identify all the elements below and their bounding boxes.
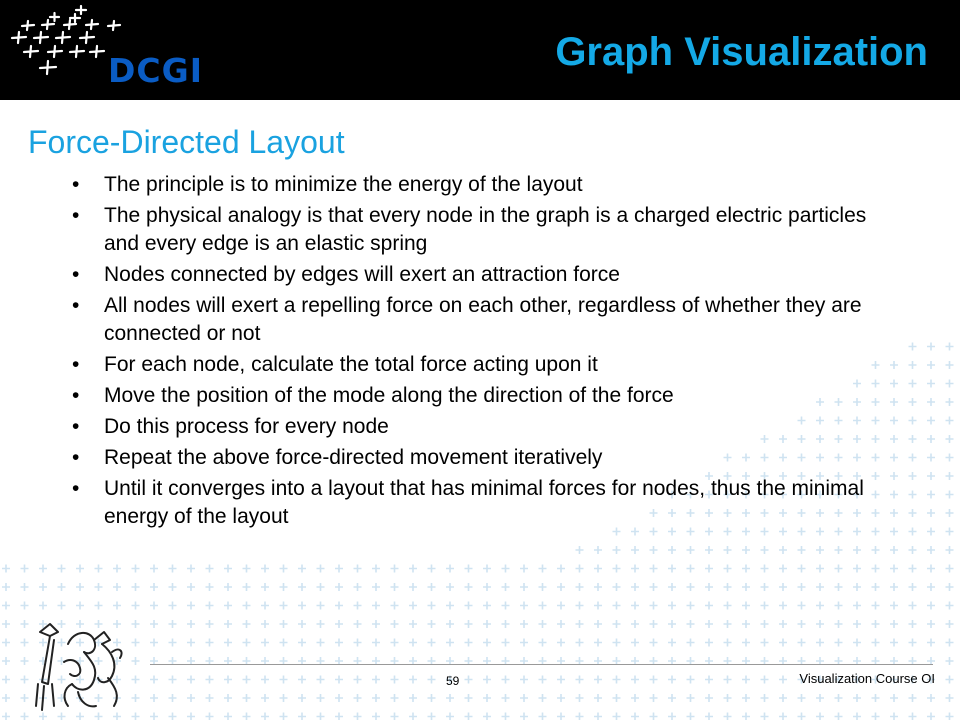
bullet-text: The physical analogy is that every node in the graph is a charged electric particles and every edge is an elastic spring [104,204,867,255]
slide-title: Graph Visualization [555,30,928,74]
university-emblem-icon [28,622,128,714]
bullet-text: Move the position of the mode along the direction of the force [104,384,674,407]
bullet-marker: • [72,204,80,227]
bullet-text: Do this process for every node [104,415,389,438]
bullet-text: Nodes connected by edges will exert an attraction force [104,263,620,286]
bullet-item [72,413,892,441]
bullet-marker: • [72,384,80,407]
bullet-item [72,171,892,199]
dcgi-logo: DCGI [108,51,203,90]
bullet-text: Until it converges into a layout that has minimal forces for nodes, thus the minimal energy of the layout [104,477,864,528]
bullet-item [72,292,892,348]
bullet-text: For each node, calculate the total force acting upon it [104,353,598,376]
footer-divider [150,664,933,665]
bullet-item [72,382,892,410]
bullet-marker: • [72,353,80,376]
bullet-marker: • [72,173,80,196]
bullet-marker: • [72,263,80,286]
bullet-text: Repeat the above force-directed movement iteratively [104,446,603,469]
bullet-item [72,444,892,472]
bullet-list [72,171,892,534]
slide-header [0,0,960,100]
bullet-marker: • [72,446,80,469]
bullet-item [72,475,892,531]
bullet-item [72,202,892,258]
bullet-marker: • [72,294,80,317]
bullet-marker: • [72,477,80,500]
bullet-marker: • [72,415,80,438]
bullet-text: The principle is to minimize the energy of the layout [104,173,583,196]
bullet-text: All nodes will exert a repelling force on each other, regardless of whether they are connected or not [104,294,862,345]
course-name: Visualization Course OI [799,671,935,686]
bullet-item [72,351,892,379]
bullet-item [72,261,892,289]
page-number: 59 [446,674,460,688]
section-title: Force-Directed Layout [28,124,345,160]
